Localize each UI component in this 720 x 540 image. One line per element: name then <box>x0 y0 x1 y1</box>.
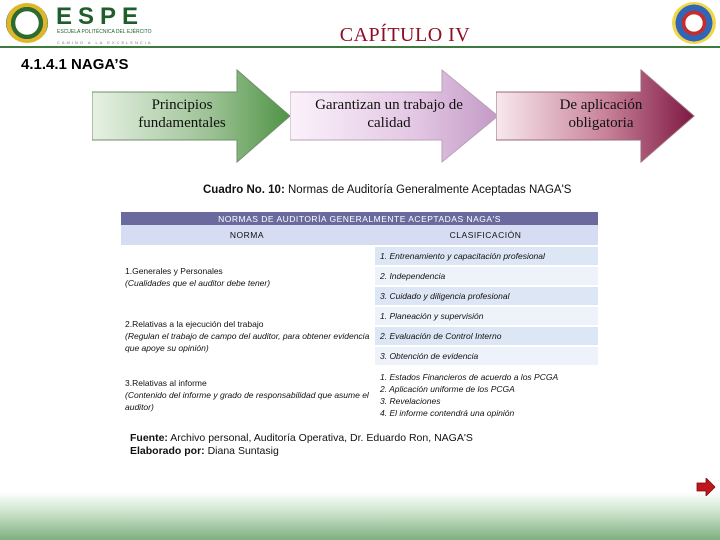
column-header-clasificacion: CLASIFICACIÓN <box>373 225 598 246</box>
table-row <box>121 306 598 326</box>
clasificacion-item: 2. Aplicación uniforme de los PCGA <box>380 384 515 394</box>
elaborado-line <box>130 445 473 458</box>
dac-seal-logo <box>672 2 716 44</box>
elaborado-label: Elaborado por: <box>130 444 205 457</box>
arrow-label-3: De aplicación obligatoria <box>559 97 643 131</box>
table-title-row <box>121 212 598 225</box>
espe-logo-text: ESPE <box>56 3 145 30</box>
clasificacion-item: 1. Estados Financieros de acuerdo a los PCGA <box>380 372 559 382</box>
section-heading: 4.1.4.1 NAGA’S <box>21 56 129 73</box>
arrow-label-2: Garantizan un trabajo de calidad <box>315 97 463 131</box>
norma-desc-3: (Contenido del informe y grado de responsabilidad que asume el auditor) <box>125 390 369 412</box>
elaborado-text: Diana Suntasig <box>204 444 279 457</box>
clasificacion-item: 3. Obtención de evidencia <box>373 346 598 366</box>
espe-logo-subtitle: ESCUELA POLITÉCNICA DEL EJÉRCITO <box>57 29 152 35</box>
fuente-line <box>130 432 473 445</box>
footer-bar <box>0 492 720 540</box>
clasificacion-item: 3. Revelaciones <box>380 396 441 406</box>
norma-desc-1: (Cualidades que el auditor debe tener) <box>125 277 271 288</box>
dac-logo-text: DAC <box>686 18 702 25</box>
espe-logo-motto: CAMINO A LA EXCELENCIA <box>57 40 153 45</box>
chapter-title: CAPÍTULO IV <box>339 24 471 46</box>
arrow-label-1: Principios fundamentales <box>138 97 226 131</box>
table-caption <box>203 184 571 196</box>
norma-cell-1 <box>121 246 373 306</box>
header <box>0 0 720 46</box>
norma-title-1: 1.Generales y Personales <box>125 265 223 276</box>
norma-cell-3 <box>121 366 373 424</box>
clasificacion-item: 3. Cuidado y diligencia profesional <box>373 286 598 306</box>
norma-cell-2 <box>121 306 373 366</box>
espe-seal-logo <box>6 3 48 43</box>
norma-desc-2: (Regulan el trabajo de campo del auditor, para obtener evidencia que apoye su opinión) <box>125 331 370 353</box>
header-divider <box>0 46 720 48</box>
clasificacion-item: 2. Evaluación de Control Interno <box>373 326 598 346</box>
fuente-text: Archivo personal, Auditoría Operativa, Dr. Eduardo Ron, NAGA'S <box>167 432 473 444</box>
clasificacion-item: 4. El informe contendrá una opinión <box>380 408 515 418</box>
clasificacion-item: 1. Entrenamiento y capacitación profesional <box>373 246 598 266</box>
table-title: NORMAS DE AUDITORÍA GENERALMENTE ACEPTADAS NAGA'S <box>121 212 598 225</box>
table-row <box>121 246 598 266</box>
norma-title-3: 3.Relativas al informe <box>125 378 207 388</box>
norma-title-2: 2.Relativas a la ejecución del trabajo <box>125 319 264 329</box>
source-note <box>130 432 473 457</box>
caption-label: Cuadro No. 10: <box>203 184 285 196</box>
naga-table <box>121 212 598 425</box>
clasificacion-item: 1. Planeación y supervisión <box>373 306 598 326</box>
clasificacion-item: 2. Independencia <box>373 266 598 286</box>
table-header-row <box>121 225 598 246</box>
caption-text: Normas de Auditoría Generalmente Aceptadas NAGA'S <box>284 184 572 196</box>
next-arrow-icon[interactable] <box>696 478 716 496</box>
fuente-label: Fuente: <box>130 432 168 444</box>
table-row <box>121 366 598 424</box>
column-header-norma: NORMA <box>121 225 373 246</box>
clasificacion-item-list <box>373 366 598 424</box>
